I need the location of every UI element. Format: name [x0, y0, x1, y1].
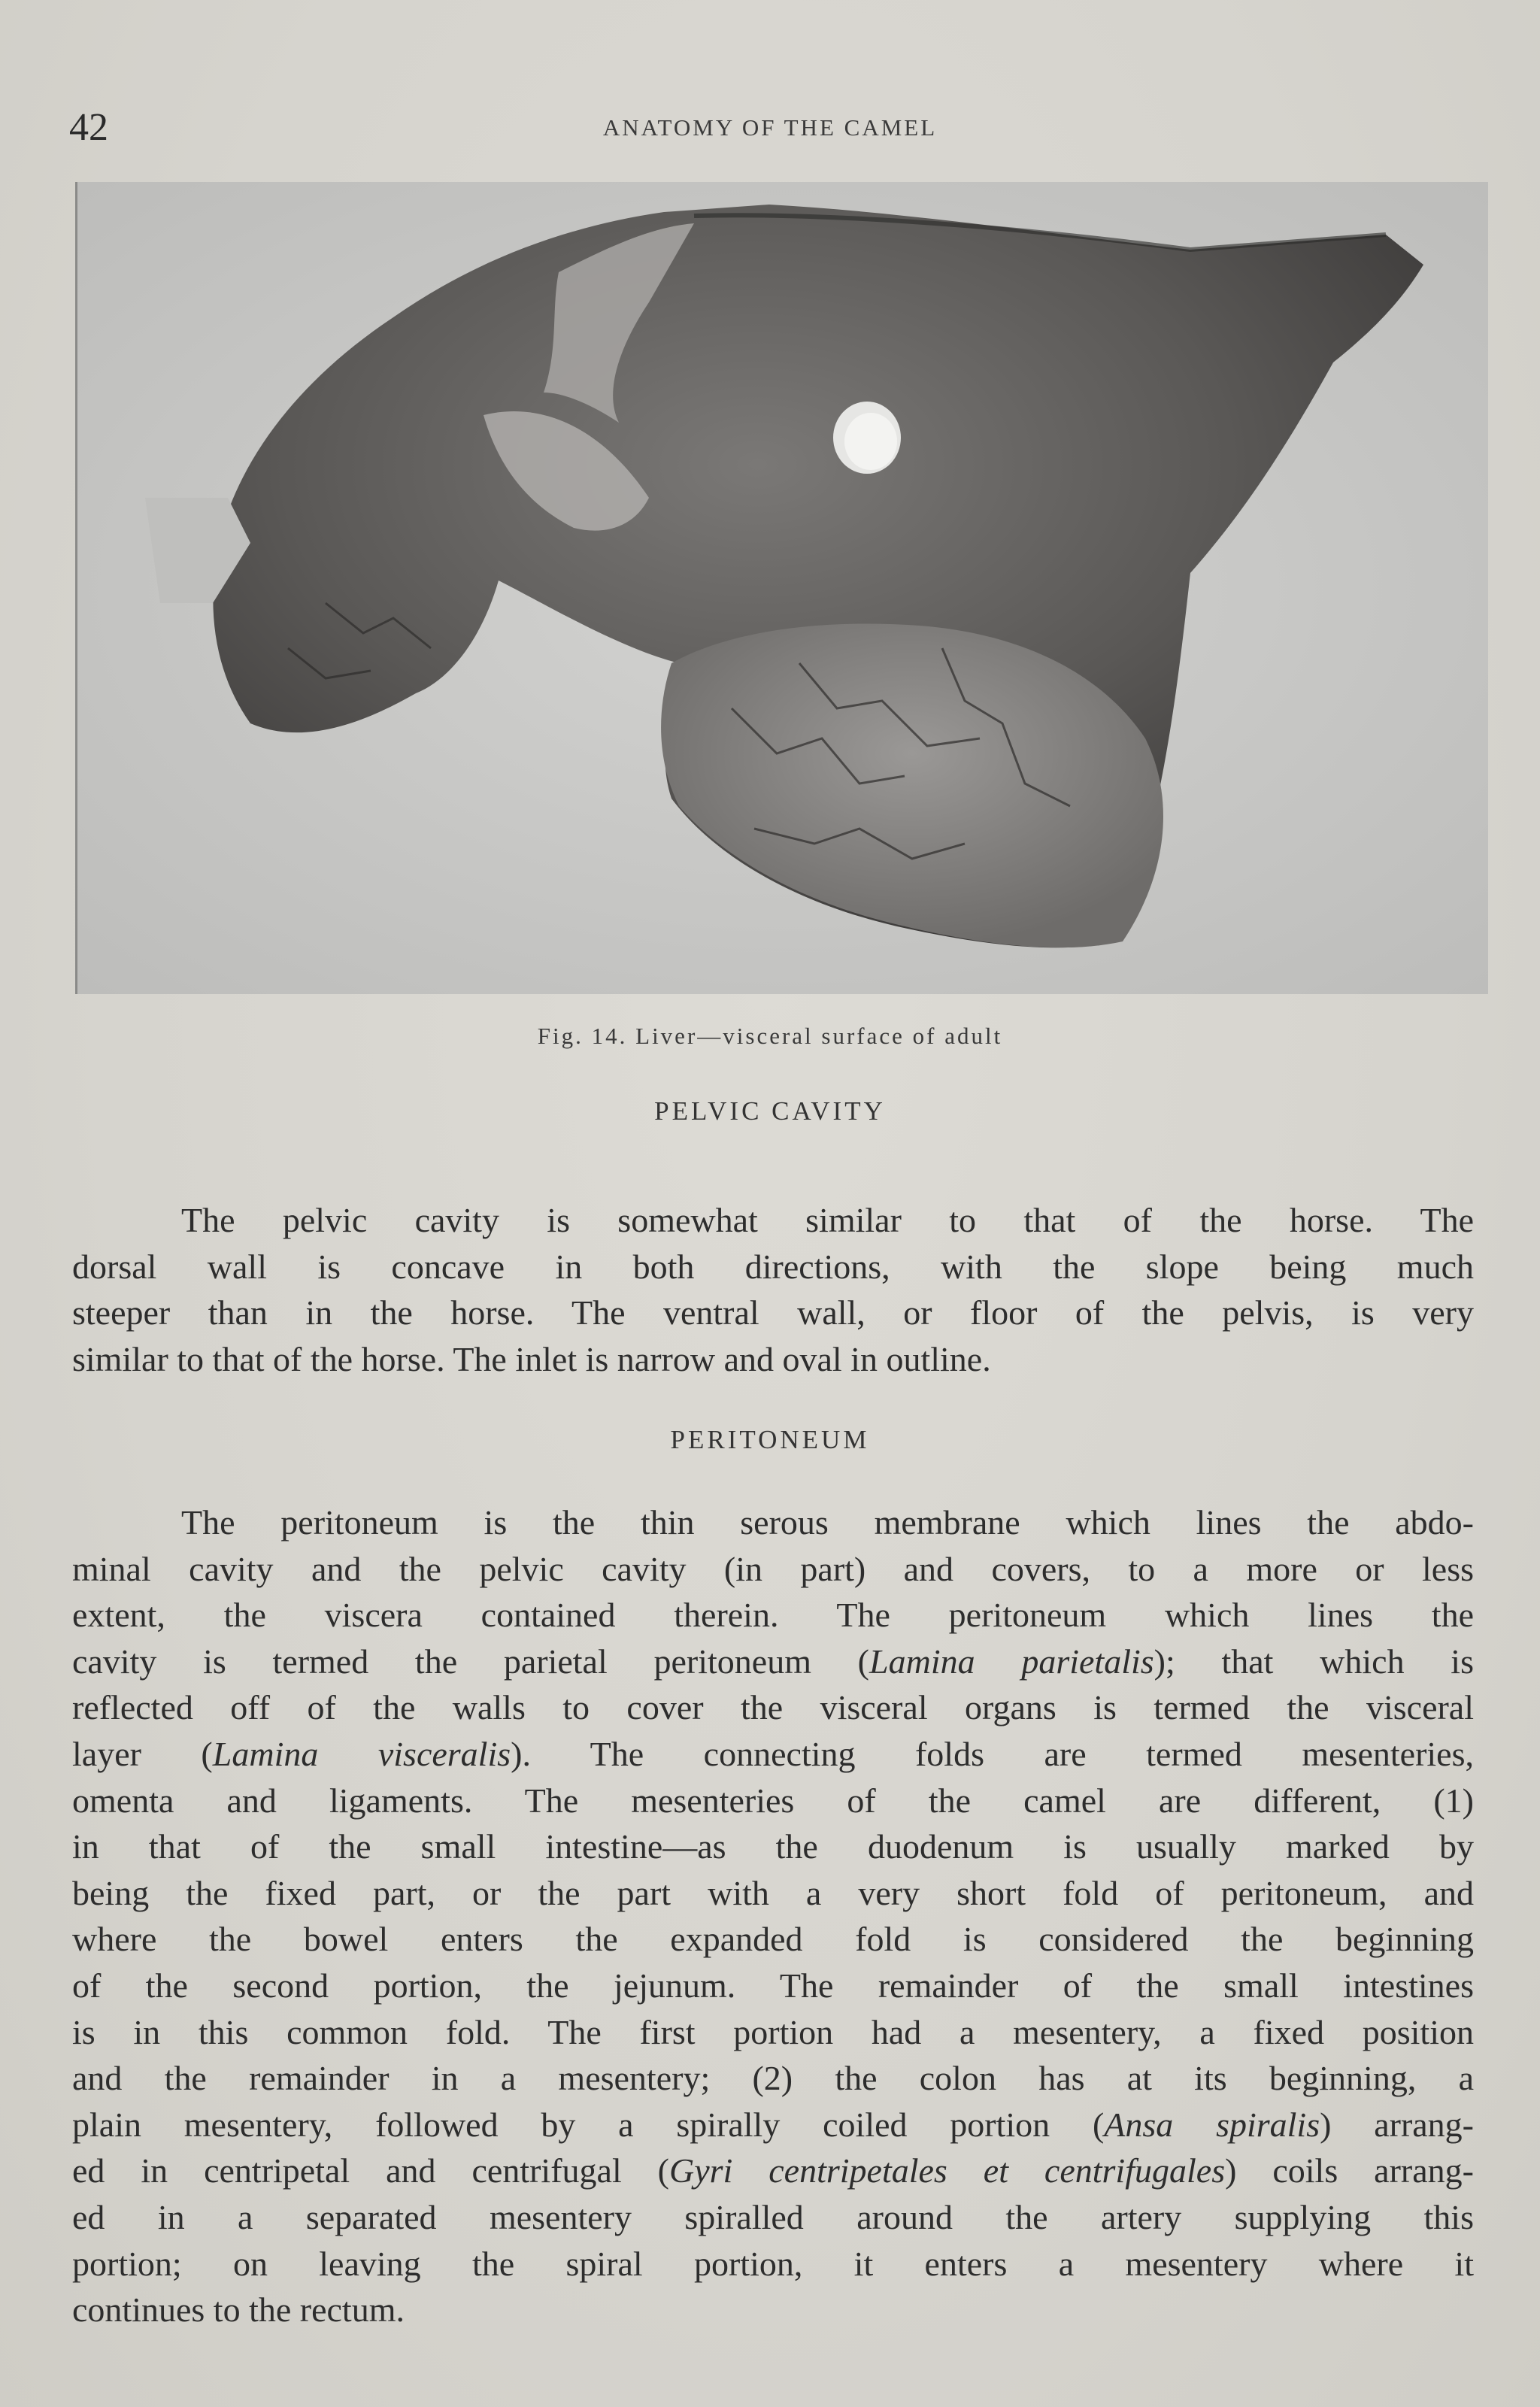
text-segment: where the bowel enters the expanded fold is considered the beginning [72, 1920, 1474, 1959]
text-segment: ed in centripetal and centrifugal ( [72, 2151, 669, 2190]
latin-term: Lamina visceralis [212, 1734, 511, 1773]
text-segment: dorsal wall is concave in both directions, with the slope being much [72, 1247, 1474, 1286]
text-segment: similar to that of the horse. The inlet is narrow and oval in outline. [72, 1339, 991, 1378]
text-line [72, 1916, 1474, 1963]
section-heading-pelvic-cavity: PELVIC CAVITY [654, 1096, 886, 1126]
text-segment: ed in a separated mesentery spiralled around the artery supplying this [72, 2197, 1474, 2236]
text-segment: ) arrang- [1320, 2105, 1474, 2144]
text-segment: in that of the small intestine—as the duodenum is usually marked by [72, 1827, 1474, 1866]
text-line [72, 1336, 1474, 1383]
text-line [72, 2194, 1474, 2241]
text-segment: and the remainder in a mesentery; (2) the colon has at its beginning, a [72, 2059, 1474, 2098]
text-line [72, 1499, 1474, 1546]
text-line [72, 2241, 1474, 2287]
text-line [72, 1778, 1474, 1824]
latin-term: Ansa spiralis [1104, 2105, 1320, 2144]
liver-image [77, 182, 1488, 994]
section-heading-peritoneum: PERITONEUM [670, 1425, 870, 1454]
paragraph-pelvic-cavity [72, 1197, 1474, 1382]
page-header [0, 105, 1540, 150]
text-segment: portion; on leaving the spiral portion, it enters a mesentery where it [72, 2244, 1474, 2283]
text-line [72, 1546, 1474, 1593]
text-segment: extent, the viscera contained therein. The peritoneum which lines the [72, 1596, 1474, 1635]
text-segment: reflected off of the walls to cover the visceral organs is termed the visceral [72, 1688, 1474, 1727]
text-line [72, 1197, 1474, 1244]
latin-term: Lamina parietalis [869, 1642, 1154, 1681]
text-line [72, 2287, 1474, 2333]
text-segment: plain mesentery, followed by a spirally coiled portion ( [72, 2105, 1105, 2144]
text-line [72, 2102, 1474, 2148]
text-line [72, 1823, 1474, 1870]
text-segment: layer ( [72, 1734, 213, 1773]
page-number: 42 [69, 106, 108, 149]
text-segment: is in this common fold. The first portion had a mesentery, a fixed position [72, 2012, 1474, 2051]
text-line [72, 1592, 1474, 1639]
text-segment: steeper than in the horse. The ventral wall, or floor of the pelvis, is very [72, 1293, 1474, 1332]
text-segment: cavity is termed the parietal peritoneum ( [72, 1642, 870, 1681]
text-line [72, 2009, 1474, 2056]
text-line [72, 1731, 1474, 1778]
latin-term: Gyri centripetales et centrifugales [668, 2151, 1226, 2190]
text-line [72, 2055, 1474, 2102]
liver-photograph [75, 182, 1488, 994]
figure-caption: Fig. 14. Liver—visceral surface of adult [537, 1023, 1003, 1049]
text-line [72, 1290, 1474, 1336]
text-line [72, 2148, 1474, 2194]
text-segment: ) coils arrang- [1225, 2151, 1474, 2190]
text-segment: of the second portion, the jejunum. The remainder of the small intestines [72, 1966, 1474, 2005]
text-line [72, 1244, 1474, 1290]
text-segment: The pelvic cavity is somewhat similar to that of the horse. The [181, 1201, 1474, 1239]
text-segment: being the fixed part, or the part with a very short fold of peritoneum, and [72, 1873, 1474, 1912]
text-line [72, 1684, 1474, 1731]
text-line [72, 1639, 1474, 1685]
running-title: ANATOMY OF THE CAMEL [602, 114, 938, 141]
text-line [72, 1870, 1474, 1917]
text-segment: omenta and ligaments. The mesenteries of the camel are different, (1) [72, 1781, 1474, 1820]
text-line [72, 1963, 1474, 2009]
text-segment: ). The connecting folds are termed mesenteries, [511, 1734, 1474, 1773]
text-segment: minal cavity and the pelvic cavity (in part) and covers, to a more or less [72, 1549, 1474, 1588]
paragraph-peritoneum [72, 1499, 1474, 2333]
text-segment: continues to the rectum. [72, 2290, 405, 2330]
text-segment: The peritoneum is the thin serous membrane which lines the abdo- [181, 1503, 1474, 1542]
text-segment: ); that which is [1153, 1642, 1474, 1681]
